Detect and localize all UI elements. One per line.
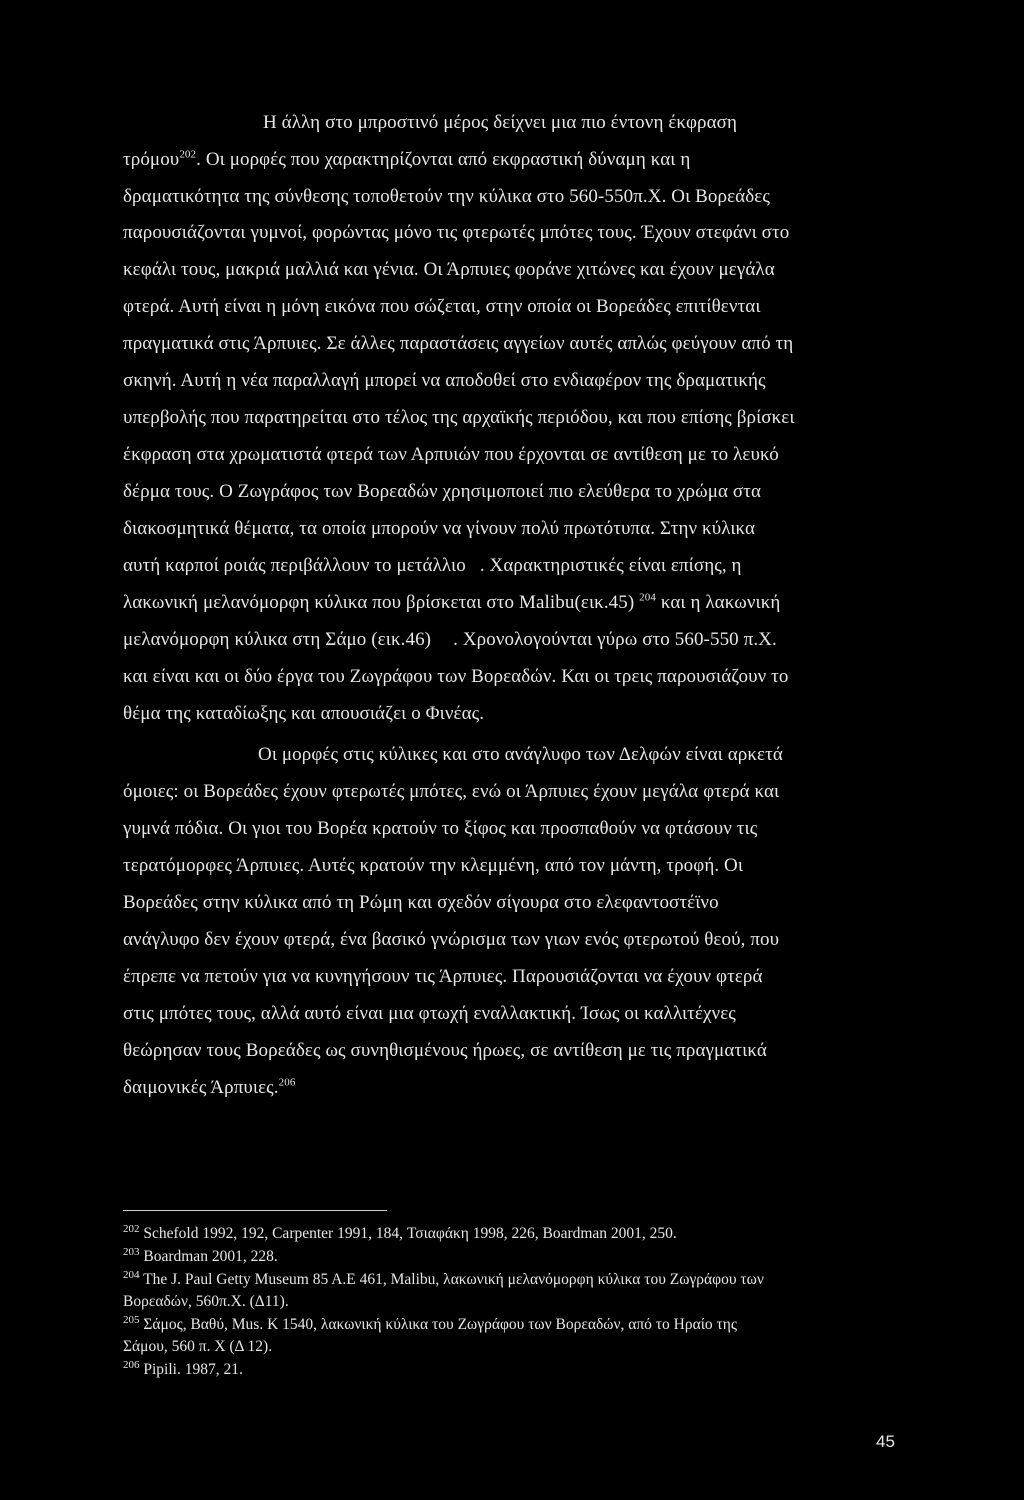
body-text-line: τερατόμορφες Άρπυιες. Αυτές κρατούν την κλεμμένη, από τον μάντη, τροφή. Οι [123,855,744,876]
body-text-line: Οι μορφές στις κύλικες και στο ανάγλυφο των Δελφών είναι αρκετά [258,744,783,765]
body-text-line: πραγματικά στις Άρπυιες. Σε άλλες παραστάσεις αγγείων αυτές απλώς φεύγουν από τη [123,333,794,354]
page-number: 45 [876,1432,895,1451]
body-text-line: αυτή καρποί ροιάς περιβάλλουν το μετάλλιο . Χαρακτηριστικές είναι επίσης, η [123,555,742,576]
body-text-line: διακοσμητικά θέματα, τα οποία μπορούν να γίνουν πολύ πρωτότυπα. Στην κύλικα [123,518,756,539]
footnote: $^{206}$ Pipili. 1987, 21. [123,1358,243,1378]
body-text-line: στις μπότες τους, αλλά αυτό είναι μια φτωχή εναλλακτική. Ίσως οι καλλιτέχνες [123,1003,736,1024]
body-text-line: λακωνική μελανόμορφη κύλικα που βρίσκεται στο Malibu(εικ.45) $^{204}$ και η λακωνική [123,591,781,613]
body-text-line: σκηνή. Αυτή η νέα παραλλαγή μπορεί να αποδοθεί στο ενδιαφέρον της δραματικής [123,370,766,391]
body-text-line: Η άλλη στο μπροστινό μέρος δείχνει μια πιο έντονη έκφραση [263,112,738,133]
body-text-line: φτερά. Αυτή είναι η μόνη εικόνα που σώζεται, στην οποία οι Βορεάδες επιτίθενται [123,296,761,317]
body-text-line: μελανόμορφη κύλικα στη Σάμο (εικ.46) . Χρονολογούνται γύρω στο 560-550 π.Χ. [123,629,777,650]
footnote-ref: 206 [278,1076,296,1089]
body-text-line: Βορεάδες στην κύλικα από τη Ρώμη και σχεδόν σίγουρα στο ελεφαντοστέϊνο [123,892,719,913]
footnote: $^{203}$ Boardman 2001, 228. [123,1245,278,1265]
body-text-line: όμοιες: οι Βορεάδες έχουν φτερωτές μπότες, ενώ οι Άρπυιες έχουν μεγάλα φτερά και [123,781,780,802]
body-text-line: θεώρησαν τους Βορεάδες ως συνηθισμένους ήρωες, σε αντίθεση με τις πραγματικά [123,1040,767,1061]
body-text-line: κεφάλι τους, μακριά μαλλιά και γένια. Οι Άρπυιες φοράνε χιτώνες και έχουν μεγάλα [123,259,775,280]
footnote: $^{204}$ The J. Paul Getty Museum 85 A.E 461, Malibu, λακωνική μελανόμορφη κύλικα του Ζωγράφου των [123,1268,764,1288]
body-text-line: έκφραση στα χρωματιστά φτερά των Αρπυιών που έρχονται σε αντίθεση με το λευκό [123,444,779,465]
footnote-continuation: Βορεαδών, 560π.Χ. (Δ11). [123,1293,289,1310]
body-text-line: ανάγλυφο δεν έχουν φτερά, ένα βασικό γνώρισμα των γιων ενός φτερωτού θεού, που [123,929,780,950]
body-text-line: θέμα της καταδίωξης και απουσιάζει ο Φινέας. [123,703,485,724]
body-text-line: παρουσιάζονται γυμνοί, φορώντας μόνο τις φτερωτές μπότες τους. Έχουν στεφάνι στο [123,222,790,243]
body-text-line: έπρεπε να πετούν για να κυνηγήσουν τις Άρπυιες. Παρουσιάζονται να έχουν φτερά [123,966,763,987]
body-text-line: και είναι και οι δύο έργα του Ζωγράφου των Βορεαδών. Και οι τρεις παρουσιάζουν το [123,666,789,687]
footnote-divider [123,1210,387,1211]
body-text-line: γυμνά πόδια. Οι γιοι του Βορέα κρατούν το ξίφος και προσπαθούν να φτάσουν τις [123,818,758,839]
footnote-ref: 202 [179,148,197,161]
footnote-continuation: Σάμου, 560 π. Χ (Δ 12). [123,1338,273,1355]
footnote: $^{202}$ Schefold 1992, 192, Carpenter 1991, 184, Τσιαφάκη 1998, 226, Boardman 2001, 250. [123,1222,677,1242]
body-text-line: υπερβολής που παρατηρείται στο τέλος της αρχαϊκής περιόδου, και που επίσης βρίσκει [123,407,795,428]
footnote: $^{205}$ Σάμος, Βαθύ, Mus. Κ 1540, λακωνική κύλικα του Ζωγράφου των Βορεαδών, από το Ηραίο της [123,1313,737,1333]
body-text-line: δραματικότητα της σύνθεσης τοποθετούν την κύλικα στο 560-550π.Χ. Οι Βορεάδες [123,186,770,207]
footnote-ref: 204 [639,591,656,604]
body-text-line: δαιμονικές Άρπυιες.$^{206}$ [123,1076,296,1098]
body-text-line: τρόμου$^{202}$. Οι μορφές που χαρακτηρίζονται από εκφραστική δύναμη και η [123,148,691,170]
body-text-line: δέρμα τους. Ο Ζωγράφος των Βορεαδών χρησιμοποιεί πιο ελεύθερα το χρώμα στα [123,481,762,502]
